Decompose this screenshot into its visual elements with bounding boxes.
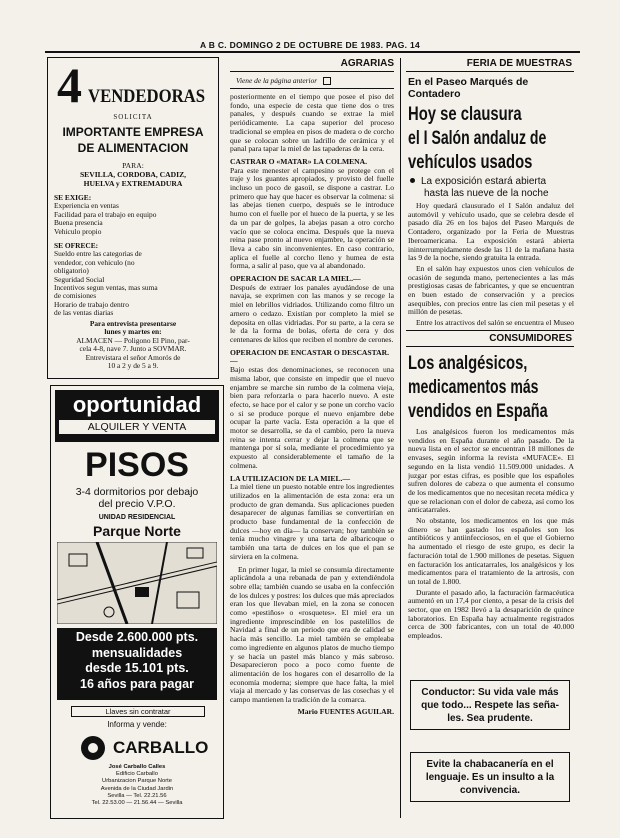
agrarias-continued <box>236 76 331 85</box>
exige-title: SE EXIGE: <box>54 193 92 202</box>
agrarias-rule-2 <box>230 88 394 89</box>
llaves-label: Llaves sin contratar <box>71 706 205 717</box>
ofrece-item: vendedor, con vehiculo (no <box>54 257 135 267</box>
vendedoras-ofrece <box>54 242 214 318</box>
company-line: IMPORTANTE EMPRESA <box>62 125 204 139</box>
agrarias-paragraph: Después de extraer los panales ayudándose de una navaja, se exprimen con las manos y se recoge la miel en lebrillos vidriados. Utilizando como filtro un arnero o cedazo. Existían por completo la miel se deposita en ollas vidriadas. Por su parte, a la cera se le da la forma de bolas, oferta de cera y dos centenares de kilos que reciben el nombre de cerones. <box>230 282 394 344</box>
price-line: Desde 2.600.000 pts. <box>75 630 199 644</box>
oportunidad-word: oportunidad <box>72 392 202 417</box>
agrarias-subhead: LA UTILIZACION DE LA MIEL.— <box>230 473 351 483</box>
vendedoras-entrevista <box>52 320 214 370</box>
exige-item: Buena presencia <box>54 218 103 228</box>
entrevista-line: lunes y martes en: <box>104 327 162 337</box>
feria-headline-line: el I Salón andaluz de <box>408 128 547 149</box>
pisos-ad <box>50 385 224 819</box>
consumidores-body <box>408 428 574 672</box>
consumidores-paragraph: Durante el pasado año, la facturación farmacéutica aumentó en un 17,4 por ciento, a pesar de la crisis del sector, que en 1982 llevó a la desaparición de quince laboratorios. En España hay actualmente registrados cerca de 300 fabricantes, con un total de 40.000 empleados. <box>408 587 574 641</box>
entrevista-line: ALMACEN — Poligono El Pino, par- <box>76 335 190 345</box>
consumidores-rule <box>406 346 574 347</box>
vendedoras-regions <box>48 171 218 188</box>
conductor-line: Conductor: Su vida vale más <box>421 687 559 698</box>
feria-rule <box>406 71 574 72</box>
vendedoras-number: 4 <box>57 57 82 113</box>
agrarias-paragraph: En primer lugar, la miel se consumía directamente aplicándola a una rebanada de pan y extendiéndola sobre ella; también cuando se usaba en la confección de los dulces y postres: los dulces que más apreciados eran los que llevaban miel, en la zona se conocen como «pestiños» o «rosquetes». El miel era un ingrediente imprescindible en los pastelillos de Navidad a final de un periodo que era de calidad se hacía más sencillo. La miel también se empleaba como ingrediente en algunos platos de mucho tiempo y se hacía un pastel más blanco y más sabroso. Desaparecieron poco a poco como fuente de alimentación de los hogares con el desarrollo de la economía moderna; siempre que hace falta, la miel viaja al mercado y las conservas de las cosechas y el campo mantienen la tradición de la comarca. <box>230 564 394 705</box>
unidad-label: UNIDAD RESIDENCIAL <box>98 514 176 521</box>
region-line: SEVILLA, CORDOBA, CADIZ, <box>79 170 187 179</box>
carballo-logo-inner-icon <box>88 743 98 753</box>
consumidores-headline <box>408 352 572 424</box>
price-line: mensualidades <box>91 645 183 660</box>
continued-text: Viene de la página anterior <box>236 76 318 85</box>
exige-item: Facilidad para el trabajo en equipo <box>54 209 157 219</box>
price-line: 16 años para pagar <box>80 676 194 691</box>
feria-bullet <box>408 176 574 200</box>
exige-item: Experiencia en ventas <box>54 201 119 211</box>
agrarias-rule <box>230 71 394 72</box>
oportunidad-banner <box>55 390 219 442</box>
header-rule <box>45 51 580 53</box>
entrevista-line: 10 a 2 y de 5 a 9. <box>107 361 159 371</box>
feria-headline-line: vehículos usados <box>408 152 533 173</box>
consumidores-headline-line: Los analgésicos, <box>408 353 528 374</box>
ofrece-title: SE OFRECE: <box>54 241 99 250</box>
price-block <box>57 628 217 700</box>
chabacaneria-box <box>410 752 570 802</box>
feria-paragraph: Hoy quedará clausurado el I Salón andaluz del automóvil y vehículo usado, que se celebra desde el pasado día 26 en los bajos del Paseo Marqués de Contadero, organizado por la Feria de Muestras Iberoamericana. La exposición estará abierta ininterrumpidamente desde las 11 de la mañana hasta las 9 de la noche, siendo gratuita la entrada. <box>408 202 574 263</box>
vendedoras-ad <box>47 57 219 379</box>
feria-kicker: En el Paseo Marqués de Contadero <box>408 76 529 100</box>
vendedoras-company <box>48 124 218 156</box>
consumidores-paragraph: No obstante, los medicamentos en los que más dinero se han gastado los españoles son los antibióticos y antiinfecciosos, en el que el Gobierno ha aumentado el riesgo de este grupo, es decir la facturación total de 1.900 millones de pesetas. Siguen en facturación los anticatarrales, los analgésicos y los medicamentos para el tratamiento de la artrosis, con un total de 1.800. <box>408 516 574 586</box>
consumidores-section-label: CONSUMIDORES <box>489 333 572 344</box>
vendedoras-solicita: SOLICITA <box>113 113 153 121</box>
consumidores-headline-line: vendidos en España <box>408 401 548 422</box>
price-line: desde 15.101 pts. <box>85 661 189 675</box>
company-line: DE ALIMENTACION <box>77 141 189 155</box>
column-divider <box>400 58 401 818</box>
pisos-word: PISOS <box>85 446 189 484</box>
chabacaneria-line: lenguaje. Es un insulto a la <box>425 772 555 783</box>
ofrece-item: Seguridad Social <box>54 274 105 284</box>
agrarias-paragraph: La miel tiene un puesto notable entre los ingredientes utilizados en la alimentación de esta zona: era un producto de gran demanda. Sus aplicaciones pueden desaparecer de algunas familias se convertirían en producto base fundamental de la confección de dulces —hoy en día— la conservan; hoy también se tenía mucho vinagre y una tarta de albaricoque o también una tarta de dulces en los que el pan se sirviera en la colmena. <box>230 482 394 561</box>
feria-headline <box>408 103 572 175</box>
parque-norte: Parque Norte <box>93 523 181 539</box>
continued-box-icon <box>323 77 331 85</box>
contact-line: Urbanizacion Parque Norte <box>102 778 172 785</box>
agrarias-subhead: OPERACION DE ENCASTAR O DESCASTAR.— <box>230 347 389 366</box>
feria-section-label: FERIA DE MUESTRAS <box>466 58 572 69</box>
contact-line: Edificio Carballo <box>116 771 158 778</box>
consumidores-rule-top <box>406 330 574 331</box>
chabacaneria-line: Evite la chabacanería en el <box>426 759 554 770</box>
agrarias-signature: Mario FUENTES AGUILAR. <box>297 706 394 716</box>
location-map-illustration <box>57 542 217 624</box>
vendedoras-exige <box>54 194 214 236</box>
agrarias-paragraph: Para este menester el campesino se protege con el traje y los guantes apropiados, y provisto del fuelle incluso un poco de gasoil, se dispone a castrar. Lo primero que hay que hacer es observar la colmena: si las abejas tienen cuerpo, después se le introduce humo con el fuelle por el hueco de la puerta, y se les da un par de golpes, la abejas pasan a otro corcho vacío que se coloca encima. Después que la nueva reina pase pronto al nuevo enjambre, la operación se lleva a cabo sin inconvenientes. En caso contrario, aplica el fuelle al corcho lleno y humea de esta forma, a salir al paso, que va al abandonado. <box>230 165 394 271</box>
contact-line: José Carballo Calles <box>108 764 166 770</box>
contact-line: Avenida de la Ciudad Jardin <box>100 785 174 792</box>
chabacaneria-line: convivencia. <box>459 785 521 796</box>
vendedoras-para: PARA: <box>122 161 144 170</box>
pisos-desc <box>51 486 223 510</box>
conductor-line: que todo... Respete las seña- <box>421 700 559 711</box>
page-header: A B C. DOMINGO 2 DE OCTUBRE DE 1983. PAG. 14 <box>199 40 421 50</box>
feria-body <box>408 202 574 327</box>
bullet-line: La exposición estará abierta <box>421 176 547 187</box>
consumidores-headline-line: medicamentos más <box>408 377 539 398</box>
agrarias-body <box>230 93 394 816</box>
carballo-brand: CARBALLO <box>113 738 209 757</box>
contact-line: Tel. 22.53.00 — 21.56.44 — Sevilla <box>91 800 183 807</box>
exige-item: Vehiculo propio <box>54 226 102 236</box>
agrarias-subhead: OPERACION DE SACAR LA MIEL.— <box>230 274 361 284</box>
agrarias-section-label: AGRARIAS <box>340 58 394 69</box>
informa-label: Informa y vende: <box>107 720 167 729</box>
contact-line: Sevilla — Tel. 22.21.56 <box>107 792 167 799</box>
carballo-contact <box>59 764 215 807</box>
ofrece-item: Horario de trabajo dentro <box>54 299 129 309</box>
bullet-dot-icon <box>410 178 415 183</box>
entrevista-line: Entrevistara el señor Amorós de <box>85 352 181 362</box>
entrevista-line: cela 4-8, nave 7. Junto a SOVMAR. <box>79 344 187 354</box>
conductor-line: les. Sea prudente. <box>447 713 533 724</box>
feria-paragraph: Entre los atractivos del salón se encuentra el Museo <box>416 318 574 327</box>
ofrece-item: obligatorio) <box>54 266 89 276</box>
agrarias-paragraph: posteriormente en el tiempo que posee el piso del fondo, una especie de cesta que tiene dos o tres panales, y después cuando se extrae la miel periódicamente. La capa superior del proceso tradicional se emplea en pisos de madera o de corcho que se colocan sobre un ladrillo de cerámica y el panal para tapar la miel de las tapaderas de la cera. <box>230 93 394 154</box>
feria-paragraph: En el salón hay expuestos unos cien vehículos de ocasión de segunda mano, pertenecientes a las más prestigiosas casas de fabricantes, y que se encuentran en buen estado de conservación y a precios asequibles, con precios entre las cien mil pesetas y el millón de pesetas. <box>408 263 574 317</box>
ofrece-item: Sueldo entre las categorias de <box>54 249 142 259</box>
conductor-box <box>410 680 570 730</box>
agrarias-paragraph: Bajo estas dos denominaciones, se reconocen una misma labor, que consiste en impedir que el nuevo enjambre se marche sin rumbo de la colmena vieja, bien para reforzarla o para hacerlo nuevo. A este efecto, se hace por el calor y se pone un corcho vacío o si se produce porque el nuevo enjambre debe ocupar la parte vacía. Esta operación a la que el motor se desarrolla, se da el cambio, pero la nueva reina se intenta cerrar y dejar la colmena que se mantenga por sí sola, mediante el procedimiento ya expuesto al considerablemente el tamaño de la colmena. <box>230 365 394 470</box>
feria-headline-line: Hoy se clausura <box>408 104 522 125</box>
alquiler-word: ALQUILER Y VENTA <box>59 420 215 434</box>
ofrece-item: de comisiones <box>54 291 97 301</box>
consumidores-paragraph: Los analgésicos fueron los medicamentos más vendidos en España durante el año pasado. De la nueva lista en el sector se encuentran 18 millones de envases, según informa la revista «MUFACE». El segundo en la lista vendió 11.509.000 unidades. A juzgar por estas cifras, es posible que los españoles sufren dolores de cabeza o que aumenta el consumo de los medicamentos que no necesitan receta médica y que se relacionan con el dolor de cabeza, así como los anticatarrales. <box>408 428 574 515</box>
entrevista-line: Para entrevista presentarse <box>89 319 177 328</box>
ofrece-item: Incentivos segun ventas, mas suma <box>54 283 158 293</box>
desc-line: del precio V.P.O. <box>98 498 176 510</box>
ofrece-item: de las ventas diarias <box>54 308 114 318</box>
agrarias-subhead: CASTRAR O «MATAR» LA COLMENA. <box>230 156 368 166</box>
desc-line: 3-4 dormitorios por debajo <box>75 486 199 498</box>
region-line: HUELVA y EXTREMADURA <box>83 178 183 188</box>
vendedoras-title: VENDEDORAS <box>88 86 206 107</box>
bullet-line: hasta las nueve de la noche <box>424 188 549 199</box>
